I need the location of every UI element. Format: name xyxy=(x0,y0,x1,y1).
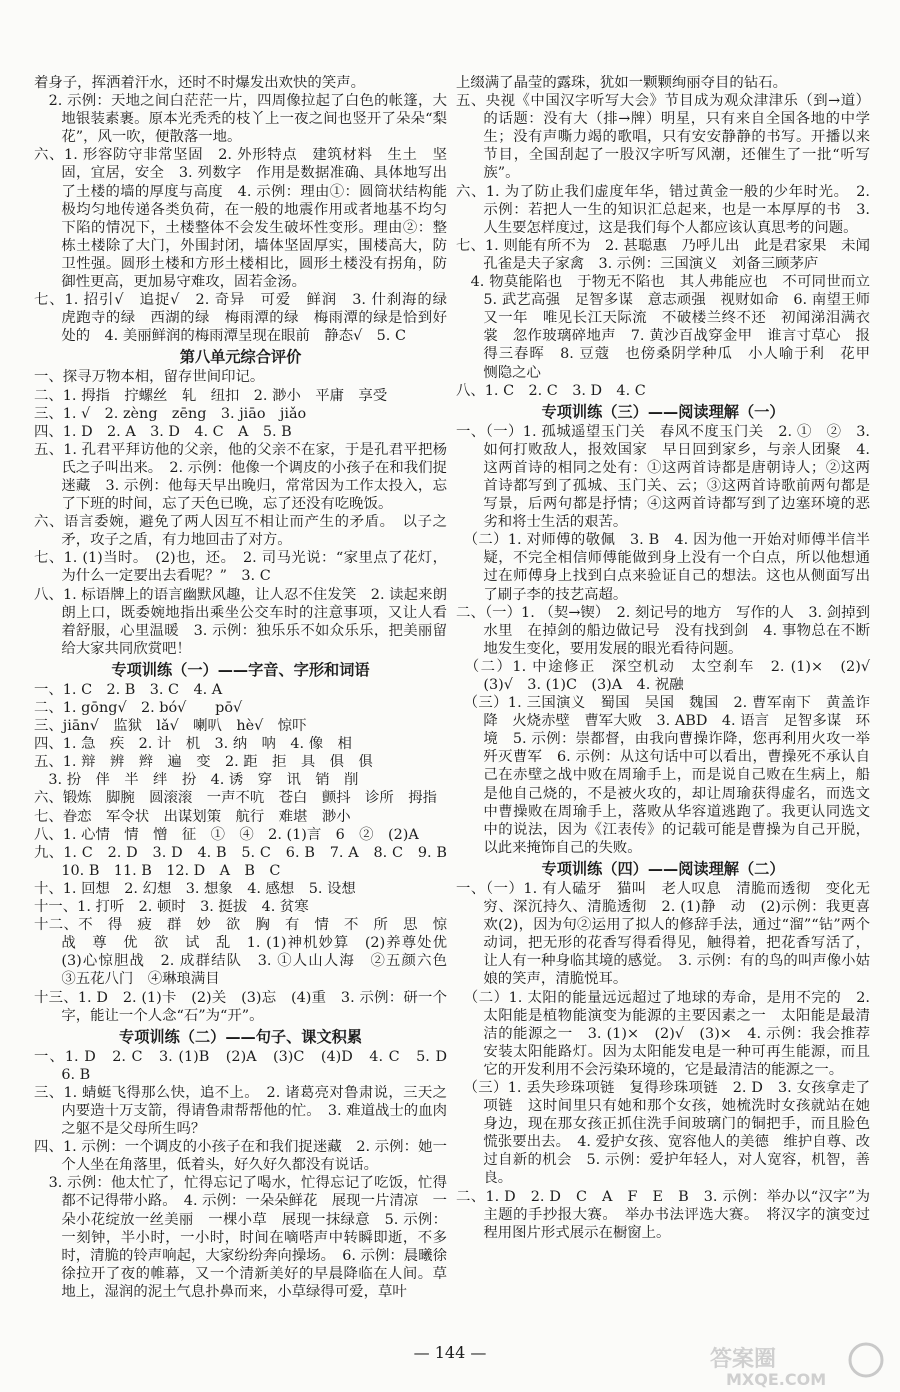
answer-paragraph: 七、眷恋 军令状 出谋划策 航行 难堪 渺小 xyxy=(34,808,351,825)
answer-paragraph: 十、1. 回想 2. 幻想 3. 想象 4. 感想 5. 设想 xyxy=(34,880,356,897)
answer-paragraph: 五、1. 孔君平拜访他的父亲，他的父亲不在家，于是孔君平把杨氏之子叫出来。 2. 示例：他像一个调皮的小孩子在和我们捉迷藏 3. 示例：他每天早出晚归，常常因为工作太投入，忘了下班的时间，忘了天色已晚，忘了还没有吃晚饭。 xyxy=(34,441,447,513)
answer-paragraph: 三、jiān√ 监狱 lǎ√ 喇叭 hè√ 惊吓 xyxy=(34,718,307,735)
answer-paragraph: 五、1. 辩 辨 辫 遍 变 2. 距 拒 具 俱 俱 xyxy=(34,754,373,771)
section-heading: 专项训练（四）——阅读理解（二） xyxy=(541,859,785,878)
watermark-url: MXQE.COM xyxy=(726,1370,827,1388)
answer-paragraph: （二）1. 中途修正 深空机动 太空刹车 2. (1)× (2)√ (3)√ 3. (1)C (3)A 4. 祝融 xyxy=(456,658,885,693)
answer-paragraph: 九、1. C 2. D 3. D 4. B 5. C 6. B 7. A 8. C 9. B 10. B 11. B 12. D A B C xyxy=(34,844,462,879)
section-heading: 专项训练（一）——字音、字形和词语 xyxy=(111,660,370,679)
answer-paragraph: 六、锻炼 脚腕 圆滚滚 一声不吭 苍白 颤抖 诊所 拇指 xyxy=(34,790,437,807)
answer-paragraph: 六、1. 为了防止我们虚度年华，错过黄金一般的少年时光。 2. 示例：若把人一生的知识汇总起来，也是一本厚厚的书 3. 人生要怎样度过，这是我们每个人都应该认真思考的问题。 xyxy=(456,183,870,236)
watermark-logo-icon xyxy=(706,1340,896,1388)
answer-column-left xyxy=(34,74,462,1301)
answer-paragraph: 三、1. 蜻蜓飞得那么快，追不上。 2. 诸葛亮对鲁肃说，三天之内要造十万支箭，得请鲁肃帮帮他的忙。 3. 难道战士的血肉之躯不是父母所生吗？ xyxy=(34,1084,447,1138)
answer-paragraph: 一、1. D 2. C 3. (1)B (2)A (3)C (4)D 4. C 5. D 6. B xyxy=(34,1048,462,1083)
answer-paragraph: 八、1. 心情 情 憎 征 ① ④ 2. (1)言 6 ② (2)A xyxy=(34,826,419,843)
answer-paragraph: 六、1. 形容防守非常坚固 2. 外形特点 建筑材料 生土 坚固，宜居，安全 3. 列数字 作用是数据准确、具体地写出了土楼的墙的厚度与高度 4. 示例：理由①：圆筒状结构能极均匀地传递各类负荷，在一般的地震作用或者地基不均匀下陷的情况下，土楼整体不会发生破坏性变形。理由②：整栋土楼除了大门，外围封闭，墙体坚固厚实，围楼高大，防卫性强。圆形土楼和方形土楼相比，圆形土楼没有拐角，防御性更高，更加易守难攻，固若金汤。 xyxy=(34,147,447,291)
answer-paragraph: 七、1. 招引√ 追捉√ 2. 奇异 可爱 鲜润 3. 什刹海的绿 虎跑寺的绿 西湖的绿 梅雨潭的绿 梅雨潭的绿是恰到好处的 4. 美丽鲜润的梅雨潭呈现在眼前 静态√ 5. C xyxy=(34,292,462,345)
answer-paragraph: 三、1. √ 2. zèng zēng 3. jiāo jiǎo xyxy=(34,405,307,422)
answer-paragraph: 八、1. 标语牌上的语言幽默风趣，让人忍不住发笑 2. 读起来朗朗上口，既委婉地指出乘坐公交车时的注意事项，又让人看着舒服，心里温暖 3. 示例：独乐乐不如众乐乐，把美丽留给大家共同欣赏吧！ xyxy=(34,586,447,657)
watermark xyxy=(706,1340,896,1388)
answer-paragraph: 二、1. gōng√ 2. bó√ pō√ xyxy=(34,700,243,716)
answer-paragraph: 二、1. D 2. D C A F E B 3. 示例：举办以“汉字”为主题的手抄报大赛。 举办书法评选大赛。 将汉字的演变过程用图片形式展示在橱窗上。 xyxy=(456,1188,870,1241)
answer-paragraph: （二）1. 太阳的能量远远超过了地球的寿命，是用不完的 2. 太阳能是植物能演变为能源的主要因素之一 太阳能是最清洁的能源之一 3. (1)× (2)√ (3)× 4. 示例：我会推荐安装太阳能路灯。因为太阳能发电是一种可再生能源，而且它的开发利用不会污染环境的，它是最清洁的能源之一。 xyxy=(456,989,870,1078)
answer-paragraph: （二）1. 对师傅的敬佩 3. B 4. 因为他一开始对师傅半信半疑，不完全相信师傅能做到身上没有一个白点，所以他想通过在师傅身上找到白点来验证自己的想法。这也从侧面写出了刷子李的技艺高超。 xyxy=(456,532,870,603)
section-heading: 专项训练（三）——阅读理解（一） xyxy=(541,402,785,421)
answer-paragraph: 着身子，挥洒着汗水，还时不时爆发出欢快的笑声。 xyxy=(34,75,365,91)
answer-paragraph: 二、（一）1. （契→锲） 2. 刻记号的地方 写作的人 3. 剑掉到水里 在掉剑的船边做记号 没有找到剑 4. 事物总在不断地发生变化，要用发展的眼光看待问题。 xyxy=(456,604,870,657)
answer-paragraph: 四、1. D 2. A 3. D 4. C A 5. B xyxy=(34,423,292,440)
answer-paragraph: 十三、1. D 2. (1)卡 (2)关 (3)忘 (4)重 3. 示例：研一个字，能让一个人念“石”为“开”。 xyxy=(34,989,447,1024)
answer-paragraph: 4. 物莫能陷也 于物无不陷也 其人弗能应也 不可同世而立 5. 武艺高强 足智多谋 意志顽强 视财如命 6. 南望王师又一年 唯见长江天际流 不破楼兰终不还 初闻涕泪满衣裳 忽作玻璃碎地声 7. 黄沙百战穿金甲 谁言寸草心 报得三春晖 8. 豆蔻 也傍桑阴学种瓜 小人喻于利 花甲 恻隐之心 xyxy=(456,274,885,381)
page-number: — 144 — xyxy=(413,1343,487,1362)
answer-paragraph: 十二、不 得 疲 群 妙 欲 胸 有 情 不 所 思 惊 战 尊 优 欲 试 乱 1. (1)神机妙算 (2)养尊处优 (3)心惊胆战 2. 成群结队 3. ①人山人海 ②五颜六色 ③五花八门 ④琳琅满目 xyxy=(34,917,462,988)
watermark-label: 答案圈 xyxy=(710,1347,777,1372)
answer-paragraph: 2. 示例：天地之间白茫茫一片，四周像拉起了白色的帐篷，大地银装素裹。原本光秃秃的枝丫上一夜之间也竖开了朵朵“梨花”，风一吹，便散落一地。 xyxy=(34,93,447,146)
answer-paragraph: 四、1. 急 疾 2. 计 机 3. 纳 呐 4. 像 相 xyxy=(34,736,352,753)
answer-paragraph: （三）1. 丢失珍珠项链 复得珍珠项链 2. D 3. 女孩拿走了项链 这时间里只有她和那个女孩，她梳洗时女孩就站在她身边，现在那女孩正抓住洗手间玻璃门的铜把手，而且脸色慌张要出去。 4. 爱护女孩、宽容他人的美德 维护自尊、改过自新的机会 5. 示例：爱护年轻人，对人宽容，机智，善良。 xyxy=(456,1079,870,1187)
answer-paragraph: 六、语言委婉，避免了两人因互不相让而产生的矛盾。 以子之矛，攻子之盾，有力地回击了对方。 xyxy=(34,514,447,549)
answer-paragraph: 3. 示例：他太忙了，忙得忘记了喝水，忙得忘记了吃饭，忙得都不记得带小路。 4. 示例：一朵朵鲜花 展现一片清凉 一朵小花绽放一丝美丽 一棵小草 展现一抹绿意 5. 示例：一刻钟，半小时，一小时，时间在嘀嗒声中转瞬即逝，不多时，清脆的铃声响起，大家纷纷奔向操场。 6. 示例：晨曦徐徐拉开了夜的帷幕，又一个清新美好的早晨降临在人间。草地上，湿润的泥土气息扑鼻而来，小草绿得可爱，草叶 xyxy=(34,1175,447,1300)
answer-paragraph: 十一、1. 打听 2. 顿时 3. 挺拔 4. 贫寒 xyxy=(34,899,309,916)
section-heading: 专项训练（二）——句子、课文积累 xyxy=(119,1027,362,1046)
answer-paragraph: 二、1. 拇指 拧螺丝 轧 纽扣 2. 渺小 平庸 享受 xyxy=(34,387,388,404)
answer-paragraph: 五、央视《中国汉字听写大会》节目成为观众津津乐（到→道）的话题：没有大（排→牌）明星，只有来自全国各地的中学生；没有声嘶力竭的歌唱，只有安安静静的书写。开播以来节目，全国刮起了一股汉字听写风潮，还催生了一批“听写族”。 xyxy=(456,93,870,182)
answer-paragraph: 四、1. 示例：一个调皮的小孩子在和我们捉迷藏 2. 示例：她一个人坐在角落里，低着头，好久好久都没有说话。 xyxy=(34,1139,447,1174)
answer-paragraph: （三）1. 三国演义 蜀国 吴国 魏国 2. 曹军南下 黄盖诈降 火烧赤壁 曹军大败 3. ABD 4. 语言 足智多谋 环境 5. 示例：崇都督，由我向曹操诈降，您再利用火攻一举歼灭曹军 6. 示例：从这句话中可以看出，曹操死不承认自己在赤壁之战中败在周瑜手上，而是说自己败在生病上，船是他自己烧的，不是被火攻的，却让周瑜获得虚名，而选文中曹操败在周瑜手上，落败从华容道逃跑了。我更认同选文中的说法，因为《江表传》的记载可能是曹操为自己开脱，以此来掩饰自己的失败。 xyxy=(456,695,870,856)
answer-column-right xyxy=(456,74,885,1242)
answer-paragraph: 一、（一）1. 孤城遥望玉门关 春风不度玉门关 2. ① ② 3. 如何打败敌人，报效国家 早日回到家乡，与亲人团聚 4. 这两首诗的相同之处有：①这两首诗都是唐朝诗人；②这两首诗都写到了孤城、玉门关、云；③这两首诗歌前两句都是写景，后两句都是抒情；④这两首诗都写到了边塞环境的恶劣和将士生活的艰苦。 xyxy=(456,423,870,531)
answer-paragraph: 七、1. (1)当时。 (2)也，还。 2. 司马光说：“家里点了花灯，为什么一定要出去看呢？” 3. C xyxy=(34,550,447,585)
answer-paragraph: 上缀满了晶莹的露珠，犹如一颗颗绚丽夺目的钻石。 xyxy=(456,75,787,91)
answer-paragraph: 八、1. C 2. C 3. D 4. C xyxy=(456,382,646,399)
answer-paragraph: 七、1. 则能有所不为 2. 甚聪惠 乃呼儿出 此是君家果 未闻孔雀是夫子家禽 3. 示例：三国演义 刘备三顾茅庐 xyxy=(456,237,870,272)
answer-paragraph: 3. 扮 伴 半 绊 扮 4. 诱 穿 讯 销 削 xyxy=(34,772,359,789)
answer-paragraph: 一、1. C 2. B 3. C 4. A xyxy=(34,681,223,698)
answer-paragraph: 一、（一）1. 有人磕牙 猫叫 老人叹息 清脆而透彻 变化无穷、深沉持久、清脆透彻 2. (1)静 动 (2)示例：我更喜欢(2)，因为句②运用了拟人的修辞手法，通过“溜”“钻”两个动词，把无形的花香写得看得见，触得着，把花香写活了，让人有一种身临其境的感觉。 3. 示例：有的鸟的叫声像小姑娘的笑声，清脆悦耳。 xyxy=(456,880,870,988)
section-heading: 第八单元综合评价 xyxy=(179,348,302,367)
answer-paragraph: 一、探寻万物本相，留存世间印记。 xyxy=(34,369,265,386)
